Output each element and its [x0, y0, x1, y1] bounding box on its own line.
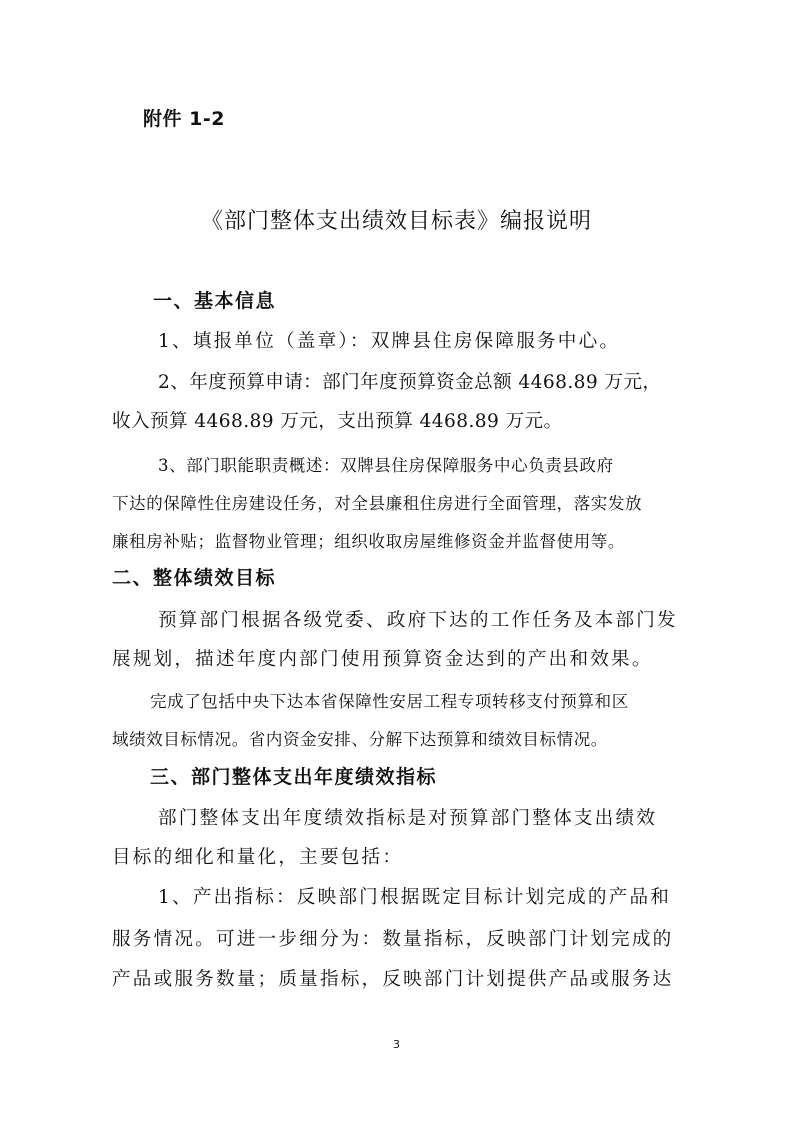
output-indicators-line-1: 1、产出指标：反映部门根据既定目标计划完成的产品和	[158, 887, 672, 908]
budget-application-line-1: 2、年度预算申请：部门年度预算资金总额 4468.89 万元，	[158, 372, 662, 393]
overall-goals-para1-line-1: 预算部门根据各级党委、政府下达的工作任务及本部门发	[158, 610, 678, 631]
duties-line-1: 3、部门职能职责概述：双牌县住房保障服务中心负责县政府	[158, 456, 614, 475]
duties-line-3: 廉租房补贴；监督物业管理；组织收取房屋维修资金并监督使用等。	[112, 532, 625, 551]
document-title: 《部门整体支出绩效目标表》编报说明	[200, 209, 592, 234]
budget-application-line-2: 收入预算 4468.89 万元，支出预算 4468.89 万元。	[112, 411, 563, 432]
overall-goals-para1-line-2: 展规划，描述年度内部门使用预算资金达到的产出和效果。	[112, 649, 653, 670]
duties-line-2: 下达的保障性住房建设任务，对全县廉租住房进行全面管理，落实发放	[112, 494, 643, 513]
overall-goals-para2-line-1: 完成了包括中央下达本省保障性安居工程专项转移支付预算和区	[150, 692, 629, 711]
section-heading-basic-info: 一、基本信息	[153, 290, 277, 312]
output-indicators-line-2: 服务情况。可进一步细分为：数量指标，反映部门计划完成的	[112, 929, 674, 950]
annual-indicators-para1-line-2: 目标的细化和量化，主要包括：	[112, 847, 404, 868]
annual-indicators-para1-line-1: 部门整体支出年度绩效指标是对预算部门整体支出绩效	[158, 808, 658, 829]
output-indicators-line-3: 产品或服务数量；质量指标，反映部门计划提供产品或服务达	[112, 969, 674, 990]
page-number: 3	[393, 1038, 400, 1051]
overall-goals-para2-line-2: 域绩效目标情况。省内资金安排、分解下达预算和绩效目标情况。	[112, 730, 608, 749]
section-heading-annual-indicators: 三、部门整体支出年度绩效指标	[150, 766, 438, 788]
attachment-label: 附件 1-2	[143, 108, 225, 130]
section-heading-overall-goals: 二、整体绩效目标	[112, 567, 277, 589]
fill-unit-line: 1、填报单位（盖章）：双牌县住房保障服务中心。	[158, 331, 621, 352]
